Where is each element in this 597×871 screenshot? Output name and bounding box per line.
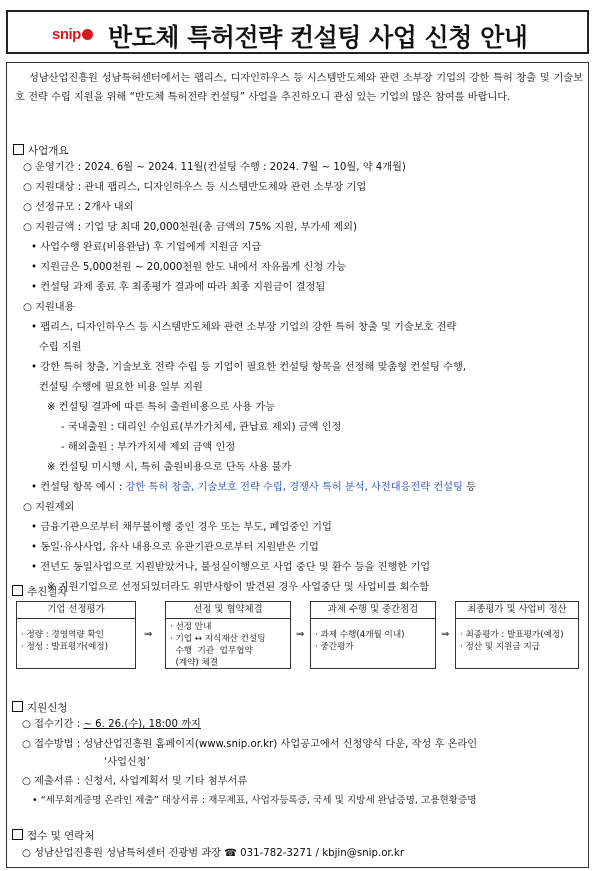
- exclusion-note: ※ 지원기업으로 선정되었더라도 위반사항이 발견된 경우 사업중단 및 사업비를 회수함: [47, 582, 430, 593]
- overview-note: ※ 컨설팅 미시행 시, 특허 출원비용으로 단독 사용 불가: [47, 462, 292, 473]
- application-period: ○ 접수기간 : ~ 6. 26.(수), 18:00 까지: [22, 719, 201, 730]
- overview-content-bullet-cont: 컨설팅 수행에 필요한 비용 일부 지원: [39, 382, 203, 393]
- overview-example: • 컨설팅 항목 예시 : 강한 특허 창출, 기술보호 전략 수립, 경쟁사 특허 분석, 사전대응전략 컨설팅 등: [31, 482, 476, 493]
- application-deadline: ~ 6. 26.(수), 18:00 까지: [83, 719, 201, 730]
- overview-content-bullet: • 강한 특허 창출, 기술보호 전략 수립 등 기업이 필요한 컨설팅 항목을 선정해 맞춤형 컨설팅 수행,: [31, 362, 467, 373]
- application-docs-bullet: • “세무회계증명 온라인 제출” 대상서류 : 재무제표, 사업자등록증, 국세 및 지방세 완납증명, 고용현황증명: [32, 795, 477, 806]
- overview-content-bullet-cont: 수립 지원: [39, 342, 82, 353]
- section-application-heading: 지원신청: [12, 700, 68, 715]
- section-procedure-heading: 추진절차: [12, 584, 68, 599]
- overview-note-sub: - 국내출원 : 대리인 수임료(부가가치세, 관납료 제외) 금액 인정: [61, 422, 342, 433]
- exclusion-bullet: • 전년도 동일사업으로 지원받았거나, 불성실이행으로 사업 중단 및 환수 등을 진행한 기업: [31, 562, 431, 573]
- overview-content-bullet: • 팹리스, 디자인하우스 등 시스템반도체와 관련 소부장 기업의 강한 특허 창출 및 기술보호 전략: [31, 322, 457, 333]
- section-overview-heading: 사업개요: [13, 143, 69, 158]
- overview-scale: ○ 선정규모 : 2개사 내외: [23, 202, 134, 213]
- overview-amount-bullet: • 사업수행 완료(비용완납) 후 기업에게 지원금 지급: [31, 242, 262, 253]
- overview-period: ○ 운영기간 : 2024. 6월 ~ 2024. 11월(컨설팅 수행 : 2024. 7월 ~ 10월, 약 4개월): [23, 162, 406, 173]
- exclusion-bullet: • 금융기관으로부터 채무불이행 중인 경우 또는 부도, 폐업중인 기업: [31, 522, 332, 533]
- overview-exclusion: ○ 지원제외: [23, 502, 75, 513]
- overview-content: ○ 지원내용: [23, 302, 75, 313]
- checkbox-square-icon: [12, 829, 23, 840]
- page-title: 반도체 특허전략 컨설팅 사업 신청 안내: [108, 23, 528, 52]
- contact-line: ○ 성남산업진흥원 성남특허센터 진광범 과장 ☎ 031-782-3271 / kbjin@snip.or.kr: [22, 848, 405, 859]
- overview-amount: ○ 지원금액 : 기업 당 최대 20,000천원(총 금액의 75% 지원, 부가세 제외): [23, 222, 357, 233]
- checkbox-square-icon: [12, 701, 23, 712]
- title-box: [6, 10, 589, 54]
- procedure-step-4: 최종평가 및 사업비 정산 · 최종평가 : 발표평가(예정) · 정산 및 지원금 지급: [455, 601, 579, 669]
- arrow-icon: ⇒: [441, 629, 450, 640]
- arrow-icon: ⇒: [296, 629, 305, 640]
- application-method: ○ 접수방법 : 성남산업진흥원 홈페이지(www.snip.or.kr) 사업공고에서 신청양식 다운, 작성 후 온라인: [22, 739, 478, 750]
- arrow-icon: ⇒: [144, 629, 153, 640]
- checkbox-square-icon: [12, 585, 23, 596]
- overview-amount-bullet: • 컨설팅 과제 종료 후 최종평가 결과에 따라 최종 지원금이 결정됨: [31, 282, 326, 293]
- application-method-cont: ‘사업신청’: [104, 757, 150, 768]
- procedure-step-1: 기업 선정평가 · 정량 : 경영역량 확인 · 정성 : 발표평가(예정): [16, 601, 136, 669]
- overview-target: ○ 지원대상 : 관내 팹리스, 디자인하우스 등 시스템반도체와 관련 소부장 기업: [23, 182, 367, 193]
- overview-note: ※ 컨설팅 결과에 따른 특허 출원비용으로 사용 가능: [47, 402, 276, 413]
- procedure-step-3: 과제 수행 및 중간점검 · 과제 수행(4개월 이내) · 중간평가: [310, 601, 436, 669]
- overview-amount-bullet: • 지원금은 5,000천원 ~ 20,000천원 한도 내에서 자유롭게 신청 가능: [31, 262, 347, 273]
- procedure-step-2: 선정 및 협약체결 · 선정 안내 · 기업 ↔ 지식재산 컨설팅 수행 기관 업무협약 (계약) 체결: [165, 601, 291, 669]
- snip-logo: snip: [52, 26, 93, 43]
- application-docs: ○ 제출서류 : 신청서, 사업계획서 및 기타 첨부서류: [22, 776, 248, 787]
- exclusion-bullet: • 동일·유사사업, 유사 내용으로 유관기관으로부터 지원받은 기업: [31, 542, 319, 553]
- overview-note-sub: - 해외출원 : 부가가치세 제외 금액 인정: [61, 442, 236, 453]
- section-contact-heading: 접수 및 연락처: [12, 828, 95, 843]
- example-items: 강한 특허 창출, 기술보호 전략 수립, 경쟁사 특허 분석, 사전대응전략 컨설팅: [125, 482, 463, 493]
- intro-paragraph: 성남산업진흥원 성남특허센터에서는 팹리스, 디자인하우스 등 시스템반도체와 관련 소부장 기업의 강한 특허 창출 및 기술보호 전략 수립 지원을 위해 “반도체 특허전략 컨설팅” 사업을 추진하오니 관심 있는 기업의 많은 참여를 바랍니다.: [15, 73, 583, 103]
- checkbox-square-icon: [13, 144, 24, 155]
